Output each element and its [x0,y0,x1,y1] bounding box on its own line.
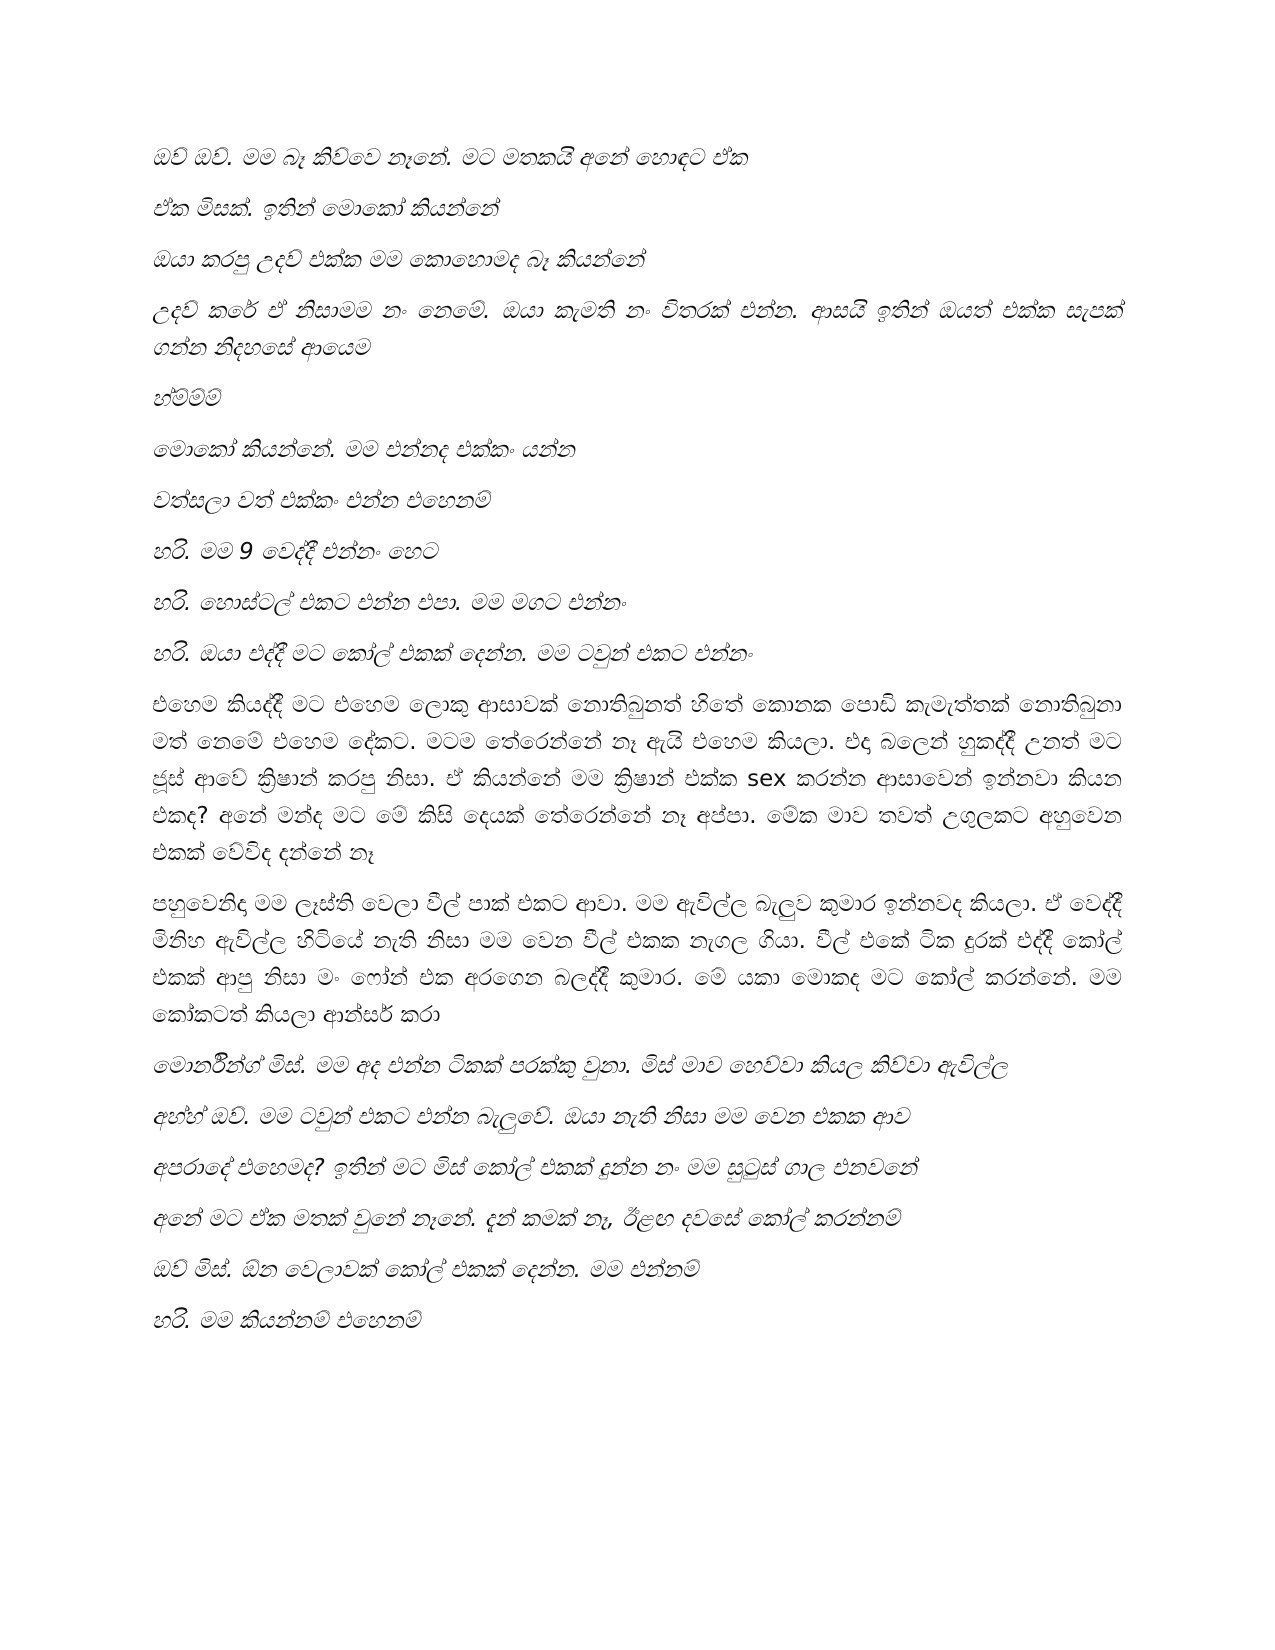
paragraph-2: ඒක මිසක්. ඉතින් මොකෝ කියන්නේ [152,196,498,222]
paragraph-8: හරි. මම 9 වෙද්දී එන්නං හෙට [152,539,438,565]
paragraph-11: එහෙම කියද්දී මට එහෙම ලොකු ආසාවක් නොතිබුනත් හිතේ කොනක පොඩි කැමැත්තක් නොතිබුනා මත් නෙමේ එහෙම දේකට. මටම තේරෙන්නේ නෑ ඇයි එහෙම කියලා. එදා බලෙන් හුකද්දී උනත් මට ජූස් ආවේ ක්‍රිෂාන් කරපු නිසා. ඒ කියන්නේ මම ක්‍රිෂාන් එක්ක sex කරන්න ආසාවෙන් ඉන්නවා කියන එකද? අනේ මන්ද මට මේ කිසි දෙයක් තේරෙන්නේ නෑ අප්පා. මේක මාව තවත් උගුලකට අහුවෙන එකක් වේවිද දන්නේ නෑ [152,692,1122,866]
paragraph-13: මොර්නින්ග් මිස්. මම අද එන්න ටිකක් පරක්කු වුනා. මිස් මාව හෙව්වා කියල කිව්වා ඇවිල්ල [152,1053,1008,1079]
paragraph-1: ඔව් ඔව්. මම බෑ කිව්වෙ නෑනේ. මට මතකයි අනේ හොඳට ඒක [152,145,748,171]
paragraph-5: හ්ම්ම්ම් [152,386,220,412]
paragraph-18: හරි. මම කියන්නම් එහෙනම් [152,1308,420,1334]
paragraph-7: වත්සලා වත් එක්කං එන්න එහෙනම් [152,488,490,514]
paragraph-4: උදව් කරේ ඒ නිසාමම නං නෙමේ. ඔයා කැමති නං විතරක් එන්න. ආසයි ඉතින් ඔයත් එක්ක සැපක් ගන්න නිදහසේ ආයෙම [152,298,1122,361]
paragraph-15: අපරාදේ එහෙමද? ඉතින් මට මිස් කෝල් එකක් දුන්න නං මම සුටුස් ගාල එනවනේ [152,1155,917,1181]
paragraph-17: ඔව් මිස්. ඕන වෙලාවක් කෝල් එකක් දෙන්න. මම එන්නම් [152,1257,699,1283]
document-page [152,140,1122,1354]
paragraph-6: මොකෝ කියන්නේ. මම එන්නද එක්කං යන්න [152,437,575,463]
paragraph-12: පහුවෙනිදා මම ලෑස්ති වෙලා වීල් පාක් එකට ආවා. මම ඇවිල්ල බැලුව කුමාර ඉන්නවද කියලා. ඒ වෙද්දී මිනිහ ඇවිල්ල හිටියේ නැති නිසා මම වෙන වීල් එකක නැගල ගියා. වීල් එකේ ටික දුරක් එද්දී කෝල් එකක් ආපු නිසා මං ෆෝන් එක අරගෙන බලද්දී කුමාර. මේ යකා මොකද මට කෝල් කරන්නේ. මම කෝකටත් කියලා ආන්සර් කරා [152,891,1122,1028]
paragraph-16: අනේ මට ඒක මතක් වුනේ නෑනේ. දැන් කමක් නෑ, ඊළඟ දවසේ කෝල් කරන්නම් [152,1206,900,1232]
paragraph-9: හරි. හොස්ටල් එකට එන්න එපා. මම මගට එන්නං [152,590,626,616]
paragraph-3: ඔයා කරපු උදව් එක්ක මම කොහොමද බෑ කියන්නේ [152,247,644,273]
paragraph-10: හරි. ඔයා එද්දී මට කෝල් එකක් දෙන්න. මම ටවුන් එකට එන්නං [152,641,752,667]
paragraph-14: අහ්හ් ඔව්. මම ටවුන් එකට එන්න බැලුවේ. ඔයා නැති නිසා මම වෙන එකක ආව [152,1104,910,1130]
